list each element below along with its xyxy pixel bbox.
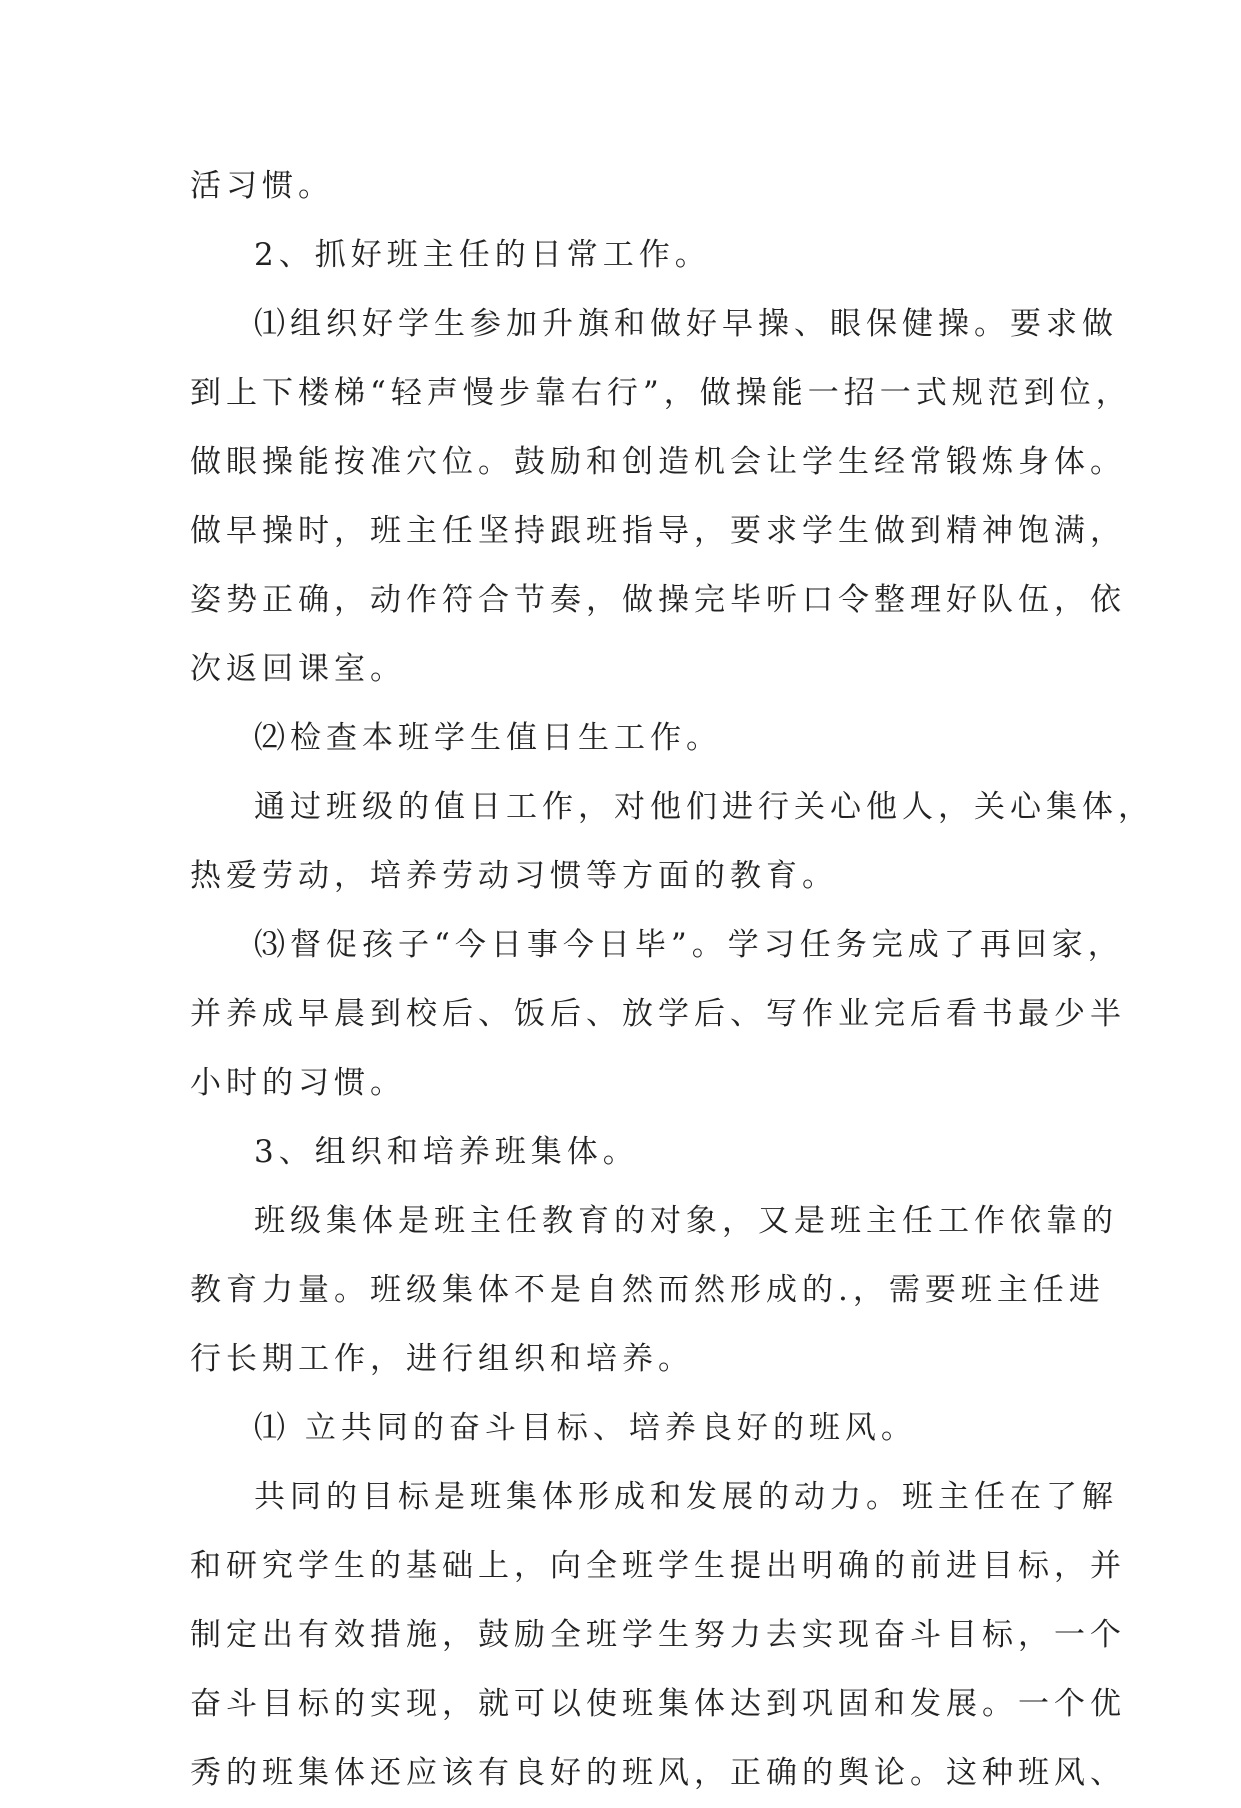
text-line: 班级集体是班主任教育的对象，又是班主任工作依靠的 (254, 1203, 1118, 1239)
text-line: 通过班级的值日工作，对他们进行关心他人，关心集体， (254, 789, 1154, 825)
text-line: 姿势正确，动作符合节奏，做操完毕听口令整理好队伍，依 (190, 582, 1126, 618)
text-line: 热爱劳动，培养劳动习惯等方面的教育。 (190, 858, 838, 894)
text-line: 并养成早晨到校后、饭后、放学后、写作业完后看书最少半 (190, 996, 1126, 1032)
section-heading: 3、组织和培养班集体。 (254, 1134, 639, 1170)
text-line: 奋斗目标的实现，就可以使班集体达到巩固和发展。一个优 (190, 1686, 1126, 1722)
text-line: 小时的习惯。 (190, 1065, 406, 1101)
text-line: 做眼操能按准穴位。鼓励和创造机会让学生经常锻炼身体。 (190, 444, 1126, 480)
text-line: 制定出有效措施，鼓励全班学生努力去实现奋斗目标，一个 (190, 1617, 1126, 1653)
text-line: ⑴ 立共同的奋斗目标、培养良好的班风。 (254, 1410, 917, 1446)
text-line: 秀的班集体还应该有良好的班风，正确的舆论。这种班风、 (190, 1755, 1126, 1791)
text-line: ⑴组织好学生参加升旗和做好早操、眼保健操。要求做 (254, 306, 1118, 342)
text-line: ⑶督促孩子“今日事今日毕”。学习任务完成了再回家， (254, 927, 1124, 963)
text-line: 活习惯。 (190, 168, 334, 204)
text-line: 共同的目标是班集体形成和发展的动力。班主任在了解 (254, 1479, 1118, 1515)
text-line: 行长期工作，进行组织和培养。 (190, 1341, 694, 1377)
text-line: 教育力量。班级集体不是自然而然形成的.，需要班主任进 (190, 1272, 1105, 1308)
text-line: 做早操时，班主任坚持跟班指导，要求学生做到精神饱满， (190, 513, 1126, 549)
text-line: ⑵检查本班学生值日生工作。 (254, 720, 722, 756)
text-line: 和研究学生的基础上，向全班学生提出明确的前进目标，并 (190, 1548, 1126, 1584)
section-heading: 2、抓好班主任的日常工作。 (254, 237, 711, 273)
text-line: 次返回课室。 (190, 651, 406, 687)
text-line: 到上下楼梯“轻声慢步靠右行”，做操能一招一式规范到位， (190, 375, 1132, 411)
body-text (190, 152, 1154, 1808)
